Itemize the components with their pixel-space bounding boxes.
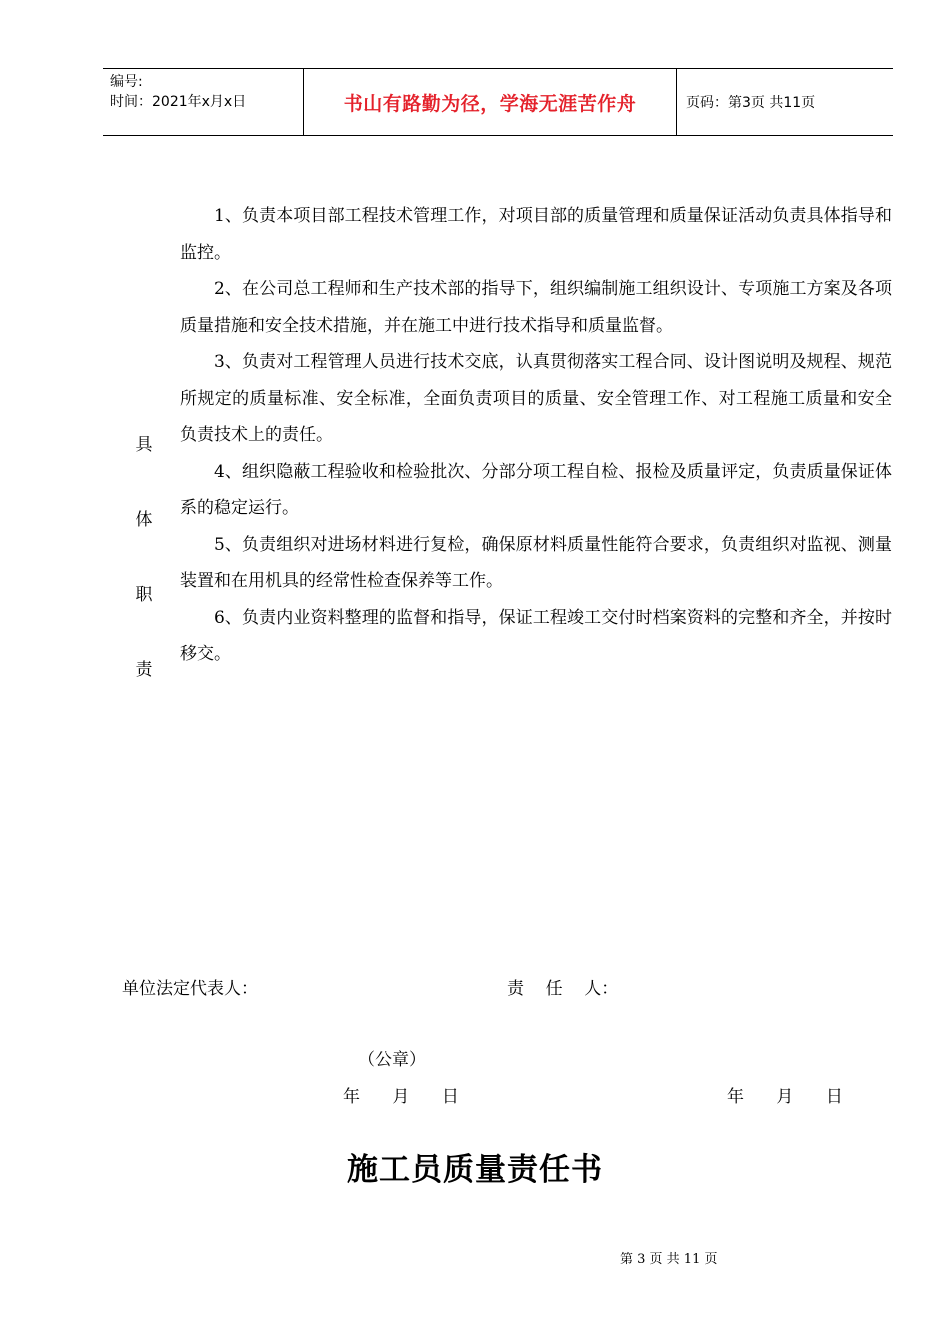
legal-representative-label: 单位法定代表人： [122,979,258,999]
side-label-char-1: 具 [135,435,153,455]
duties-body [180,198,892,673]
official-seal-label: （公章） [358,1050,426,1070]
duty-paragraph: 4、组织隐蔽工程验收和检验批次、分部分项工程自检、报检及质量评定，负责质量保证体系的稳定运行。 [180,461,892,518]
duty-paragraph: 3、负责对工程管理人员进行技术交底，认真贯彻落实工程合同、设计图说明及规程、规范所规定的质量标准、安全标准，全面负责项目的质量、安全管理工作、对工程施工质量和安全负责技术上的责任。 [180,352,892,445]
duty-paragraph: 2、在公司总工程师和生产技术部的指导下，组织编制施工组织设计、专项施工方案及各项质量措施和安全技术措施，并在施工中进行技术指导和质量监督。 [180,279,892,336]
duty-paragraph: 1、负责本项目部工程技术管理工作，对项目部的质量管理和质量保证活动负责具体指导和监控。 [180,206,892,263]
duty-paragraph: 6、负责内业资料整理的监督和指导，保证工程竣工交付时档案资料的完整和齐全，并按时移交。 [180,607,892,664]
motto-text: 书山有路勤为径，学海无涯苦作舟 [343,92,637,115]
duty-paragraph: 5、负责组织对进场材料进行复检，确保原材料质量性能符合要求，负责组织对监视、测量装置和在用机具的经常性检查保养等工作。 [180,534,892,591]
next-document-title: 施工员质量责任书 [347,1152,603,1188]
serial-number-label: 编号: [110,74,143,90]
page-footer: 第 3 页 共 11 页 [620,1252,718,1267]
side-label-char-2: 体 [135,510,153,530]
side-label-char-3: 职 [135,585,153,605]
header-meta-cell [103,69,304,135]
header-motto-cell [304,69,677,135]
responsible-person-label: 责 任 人： [507,979,619,999]
time-label: 时间：2021年x月x日 [110,94,247,110]
side-label-char-4: 责 [135,660,153,680]
date-left: 年 月 日 [343,1087,459,1107]
page-code-text: 页码：第3页 共11页 [686,95,816,111]
header-page-cell [677,69,893,135]
document-header [103,68,893,136]
date-right: 年 月 日 [727,1087,843,1107]
